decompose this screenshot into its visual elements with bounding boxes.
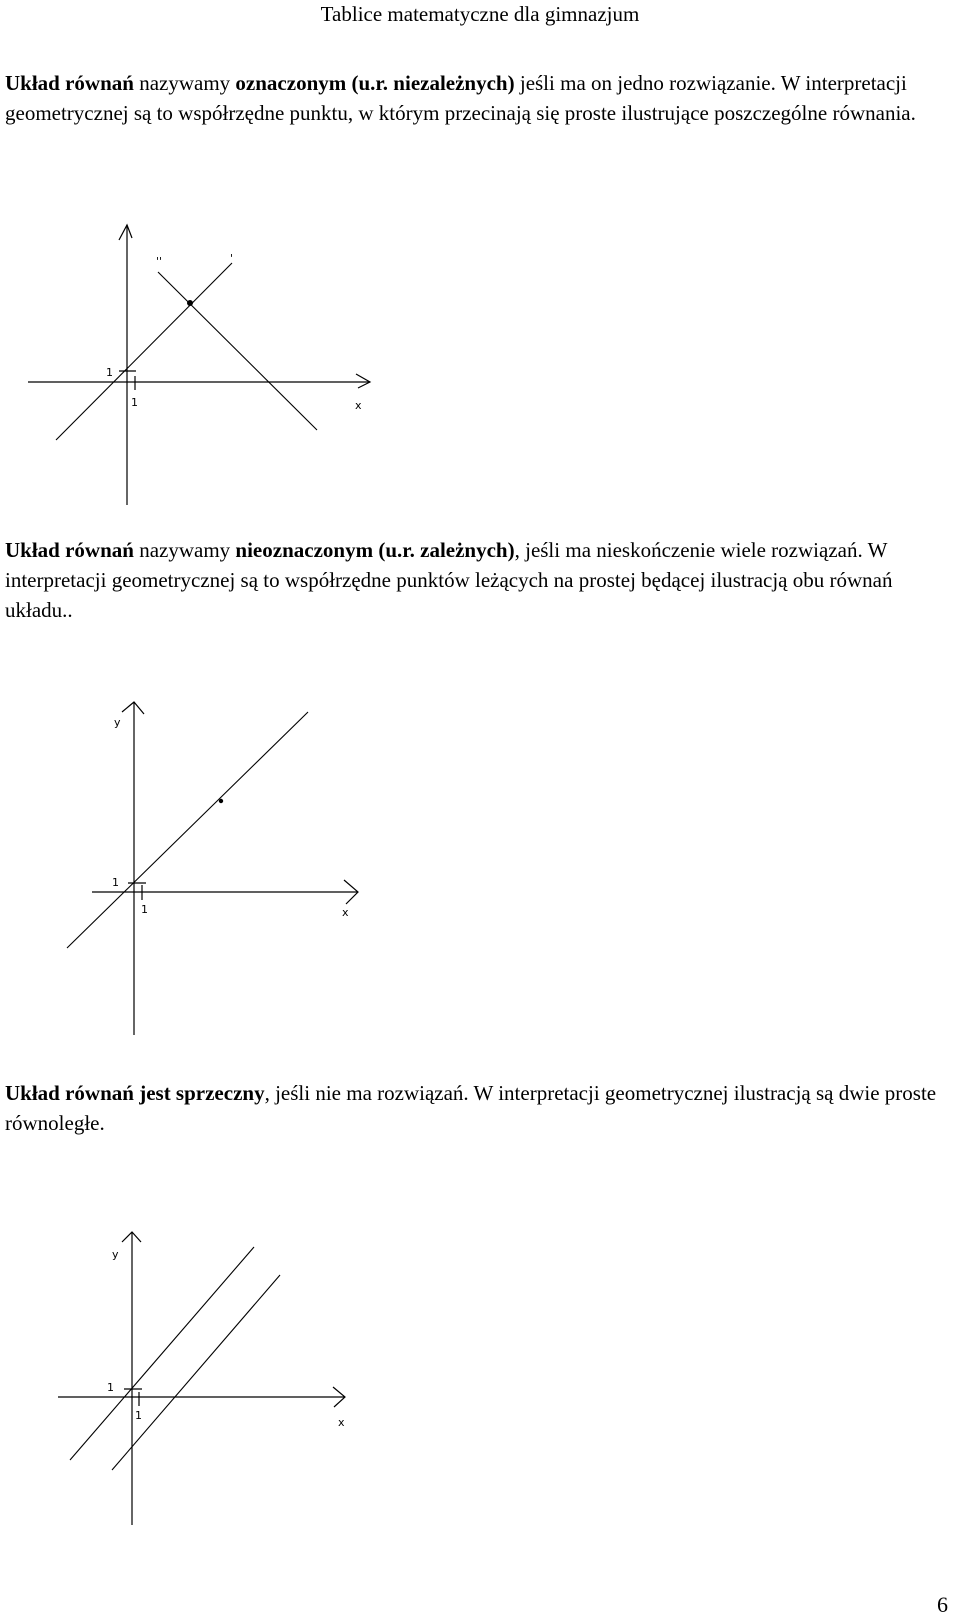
y-axis-arrow xyxy=(119,225,132,240)
y-tick-label: 1 xyxy=(112,876,119,889)
line-mark: '' xyxy=(156,255,163,268)
paragraph-independent-system xyxy=(5,68,945,128)
y-axis-label: y xyxy=(114,716,121,729)
intersecting-lines-svg xyxy=(20,220,380,510)
x-axis-label: x xyxy=(338,1416,345,1429)
paragraph-dependent-system xyxy=(5,535,945,625)
y-tick-label: 1 xyxy=(106,366,113,379)
x-axis-label: x xyxy=(355,399,362,412)
x-axis-label: x xyxy=(342,906,349,919)
x-axis-arrow xyxy=(356,374,370,388)
text-fragment: nazywamy xyxy=(133,538,236,562)
term-system: Układ równań xyxy=(5,538,134,562)
x-tick-label: 1 xyxy=(141,903,148,916)
page-number: 6 xyxy=(937,1592,948,1617)
paragraph-inconsistent-system xyxy=(5,1078,945,1138)
y-axis-label: y xyxy=(112,1248,119,1261)
y-axis-arrow xyxy=(122,702,144,714)
intersection-point xyxy=(187,300,193,306)
figure-intersecting-lines xyxy=(20,220,380,510)
term-dependent: nieoznaczonym (u.r. zależnych) xyxy=(235,538,515,562)
line-falling xyxy=(158,272,317,430)
line-mark: ' xyxy=(230,252,234,265)
parallel-line-2 xyxy=(112,1275,280,1470)
page-header: Tablice matematyczne dla gimnazjum xyxy=(320,2,640,26)
term-system: Układ równań xyxy=(5,71,134,95)
description-text: , jeśli nie ma rozwiązań. W interpretacji geometrycznej ilustracją są dwie proste równoległe. xyxy=(5,1081,937,1135)
term-independent: oznaczonym (u.r. niezależnych) xyxy=(235,71,515,95)
parallel-line-1 xyxy=(70,1247,254,1460)
coincident-lines-svg xyxy=(60,700,380,1040)
solution-point xyxy=(219,799,223,803)
figure-coincident-lines xyxy=(60,700,380,1040)
description-text: , jeśli ma nieskończenie wiele rozwiązań. W interpretacji geometrycznej są to współrzędne punktów leżących na prostej będącej ilustracją obu równań układu.. xyxy=(5,538,893,622)
line-coincident xyxy=(67,712,308,948)
parallel-lines-svg xyxy=(50,1210,370,1530)
x-tick-label: 1 xyxy=(131,396,138,409)
x-tick-label: 1 xyxy=(135,1409,142,1422)
figure-parallel-lines xyxy=(50,1210,370,1530)
term-inconsistent: Układ równań jest sprzeczny xyxy=(5,1081,265,1105)
line-rising xyxy=(56,263,232,440)
text-fragment: nazywamy xyxy=(133,71,236,95)
description-text: jeśli ma on jedno rozwiązanie. W interpretacji geometrycznej są to współrzędne punktu, w którym przecinają się proste ilustrujące poszczególne równania. xyxy=(5,71,916,125)
y-tick-label: 1 xyxy=(107,1381,114,1394)
